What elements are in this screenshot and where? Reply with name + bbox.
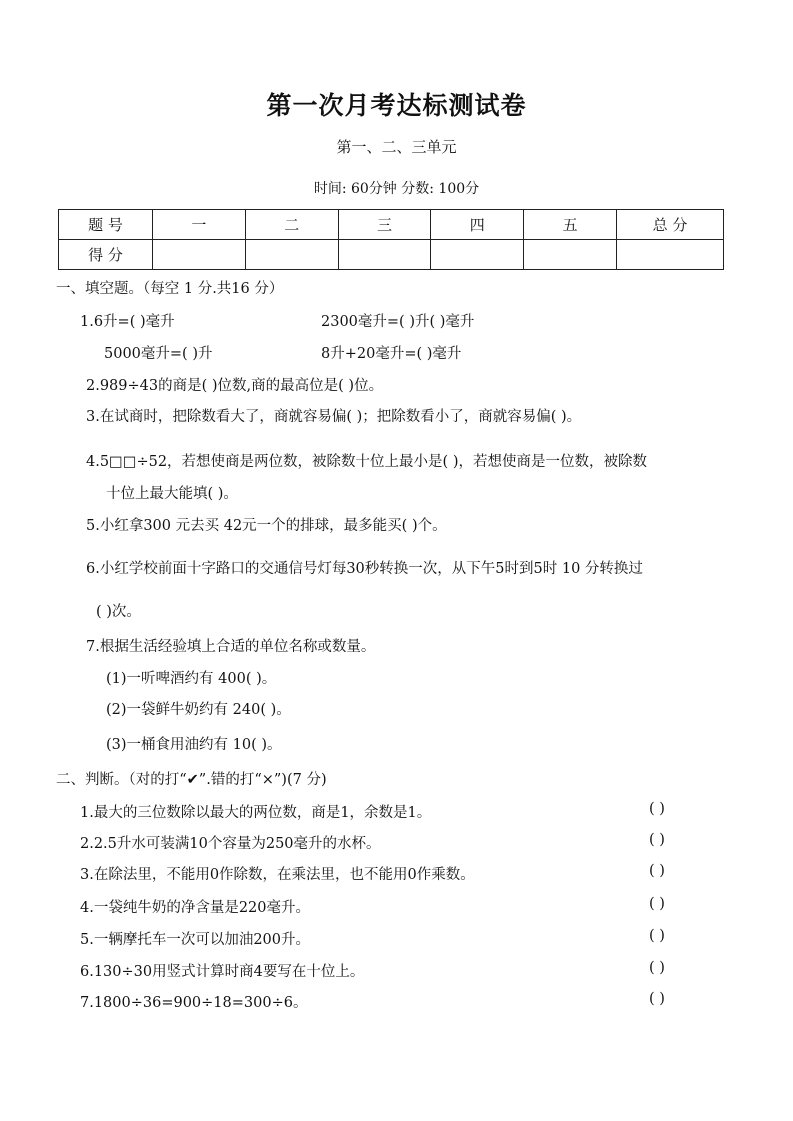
question-1c: 5000毫升=( )升: [104, 346, 213, 362]
score-table: [58, 209, 724, 270]
question-1a: 1.6升=( )毫升: [80, 314, 175, 330]
judgement-item: 2.2.5升水可装满10个容量为250毫升的水杯。: [80, 836, 381, 852]
score-header-cell: 五: [524, 210, 617, 240]
score-cell: [338, 240, 431, 270]
score-cell: [431, 240, 524, 270]
exam-meta: 时间: 60分钟 分数: 100分: [313, 181, 480, 197]
question-1b: 2300毫升=( )升( )毫升: [321, 314, 475, 330]
question-6b: ( )次。: [96, 604, 141, 620]
judgement-item: 5.一辆摩托车一次可以加油200升。: [80, 932, 311, 948]
question-4a: 4.5□□÷52，若想使商是两位数，被除数十位上最小是( )，若想使商是一位数，被除数: [86, 454, 647, 470]
question-3: 3.在试商时，把除数看大了，商就容易偏( )；把除数看小了，商就容易偏( )。: [86, 409, 582, 425]
question-2: 2.989÷43的商是( )位数,商的最高位是( )位。: [86, 378, 384, 394]
answer-blank: ( ): [649, 928, 665, 944]
section2-title: 二、判断。（对的打“✔”.错的打“×”)(7 分): [56, 772, 327, 788]
score-header-cell: 三: [338, 210, 431, 240]
score-header-cell: 题 号: [59, 210, 153, 240]
judgement-item: 6.130÷30用竖式计算时商4要写在十位上。: [80, 964, 365, 980]
score-cell: [524, 240, 617, 270]
question-7-1: (1)一听啤酒约有 400( )。: [106, 671, 277, 687]
answer-blank: ( ): [649, 960, 665, 976]
page-title: 第一次月考达标测试卷: [266, 91, 527, 120]
score-cell: [245, 240, 338, 270]
judgement-item: 1.最大的三位数除以最大的两位数，商是1，余数是1。: [80, 805, 432, 821]
score-header-cell: 总 分: [617, 210, 724, 240]
judgement-item: 4.一袋纯牛奶的净含量是220毫升。: [80, 900, 311, 916]
question-5: 5.小红拿300 元去买 42元一个的排球，最多能买( )个。: [86, 518, 447, 534]
answer-blank: ( ): [649, 896, 665, 912]
question-4b: 十位上最大能填( )。: [106, 486, 238, 502]
answer-blank: ( ): [649, 863, 665, 879]
answer-blank: ( ): [649, 801, 665, 817]
section1-title: 一、填空题。（每空 1 分.共16 分）: [56, 281, 284, 297]
score-cell: [617, 240, 724, 270]
judgement-item: 7.1800÷36=900÷18=300÷6。: [80, 995, 308, 1011]
page-subtitle: 第一、二、三单元: [336, 138, 457, 156]
judgement-item: 3.在除法里，不能用0作除数，在乘法里，也不能用0作乘数。: [80, 867, 475, 883]
answer-blank: ( ): [649, 832, 665, 848]
score-table-header-row: [59, 210, 724, 240]
score-cell: [153, 240, 246, 270]
question-7: 7.根据生活经验填上合适的单位名称或数量。: [86, 639, 376, 655]
question-1d: 8升+20毫升=( )毫升: [321, 346, 462, 362]
answer-blank: ( ): [649, 991, 665, 1007]
score-row-label: 得 分: [59, 240, 153, 270]
question-7-2: (2)一袋鲜牛奶约有 240( )。: [106, 702, 291, 718]
question-6a: 6.小红学校前面十字路口的交通信号灯每30秒转换一次，从下午5时到5时 10 分转换过: [86, 561, 643, 577]
score-header-cell: 四: [431, 210, 524, 240]
question-7-3: (3)一桶食用油约有 10( )。: [106, 737, 282, 753]
score-header-cell: 二: [245, 210, 338, 240]
score-table-score-row: [59, 240, 724, 270]
score-header-cell: 一: [153, 210, 246, 240]
